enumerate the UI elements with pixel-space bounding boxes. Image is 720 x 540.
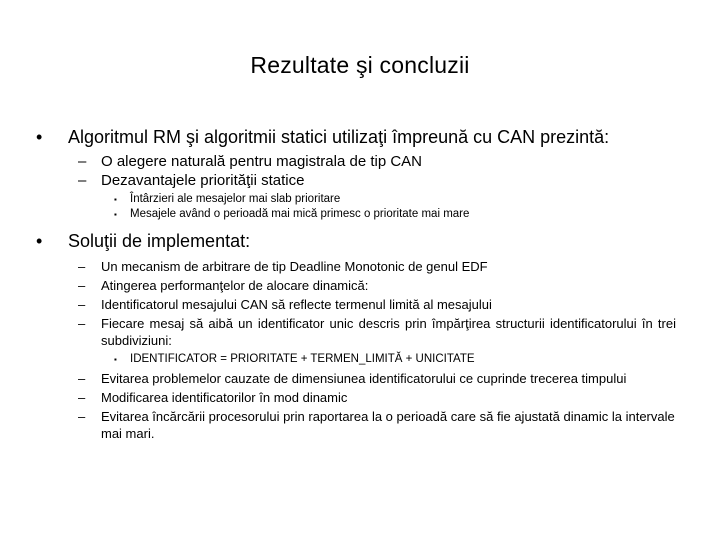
subsubbullet-text: Mesajele având o perioadă mai mică primesc o prioritate mai mare: [130, 208, 470, 220]
dash-icon: –: [78, 409, 86, 424]
dash-icon: –: [78, 259, 86, 274]
subbullet-item: [36, 171, 676, 190]
dash-icon: –: [78, 297, 86, 312]
square-bullet-icon: ▪: [114, 210, 117, 219]
subbullet-text: O alegere naturală pentru magistrala de tip CAN: [101, 153, 423, 170]
bullet-dot-icon: •: [36, 127, 43, 147]
subbullet-text: Evitarea problemelor cauzate de dimensiunea identificatorului ce cuprinde trecerea timpului: [101, 371, 627, 386]
bullet-algorithm-rm: [36, 126, 676, 148]
dash-icon: –: [78, 316, 86, 331]
bullet-solutions: [36, 230, 676, 252]
subbullet-item: [36, 152, 676, 171]
slide-body: [36, 126, 676, 442]
subbullet-item: [36, 370, 676, 387]
subsubbullet-text: Întârzieri ale mesajelor mai slab prioritare: [130, 193, 341, 205]
subbullet-text: Identificatorul mesajului CAN să reflecte termenul limită al mesajului: [101, 297, 492, 312]
subbullet-item: [36, 408, 676, 442]
subbullet-text: Evitarea încărcării procesorului prin raportarea la o perioadă care să fie ajustată dinamic la intervale mai mari.: [101, 409, 675, 441]
square-bullet-icon: ▪: [114, 195, 117, 204]
subsubbullet-item: [36, 352, 676, 367]
subbullet-text: Un mecanism de arbitrare de tip Deadline Monotonic de genul EDF: [101, 259, 488, 274]
dash-icon: –: [78, 371, 86, 386]
subbullet-item: [36, 277, 676, 294]
subbullet-text: Atingerea performanţelor de alocare dinamică:: [101, 278, 369, 293]
bullet-text: Soluţii de implementat:: [68, 231, 251, 251]
subbullet-item: [36, 296, 676, 313]
dash-icon: –: [78, 278, 86, 293]
dash-icon: –: [78, 390, 86, 405]
square-bullet-icon: ▪: [114, 355, 117, 364]
subbullet-text: Modificarea identificatorilor în mod dinamic: [101, 390, 348, 405]
subbullet-text: Fiecare mesaj să aibă un identificator unic descris prin împărţirea structurii identificatorului în trei subdiviziuni:: [101, 316, 676, 348]
bullet-text: Algoritmul RM şi algoritmii statici utilizaţi împreună cu CAN prezintă:: [68, 127, 610, 147]
slide-title: Rezultate şi concluzii: [250, 52, 470, 78]
subbullet-item: [36, 258, 676, 275]
subsubbullet-item: [36, 207, 676, 222]
dash-icon: –: [78, 153, 87, 170]
bullet-dot-icon: •: [36, 231, 43, 251]
subbullet-text: Dezavantajele priorităţii statice: [101, 172, 305, 189]
subsubbullet-item: [36, 192, 676, 207]
subbullet-item: [36, 315, 676, 349]
subbullet-item: [36, 389, 676, 406]
dash-icon: –: [78, 172, 87, 189]
subsubbullet-text: IDENTIFICATOR = PRIORITATE + TERMEN_LIMITĂ + UNICITATE: [130, 353, 475, 365]
